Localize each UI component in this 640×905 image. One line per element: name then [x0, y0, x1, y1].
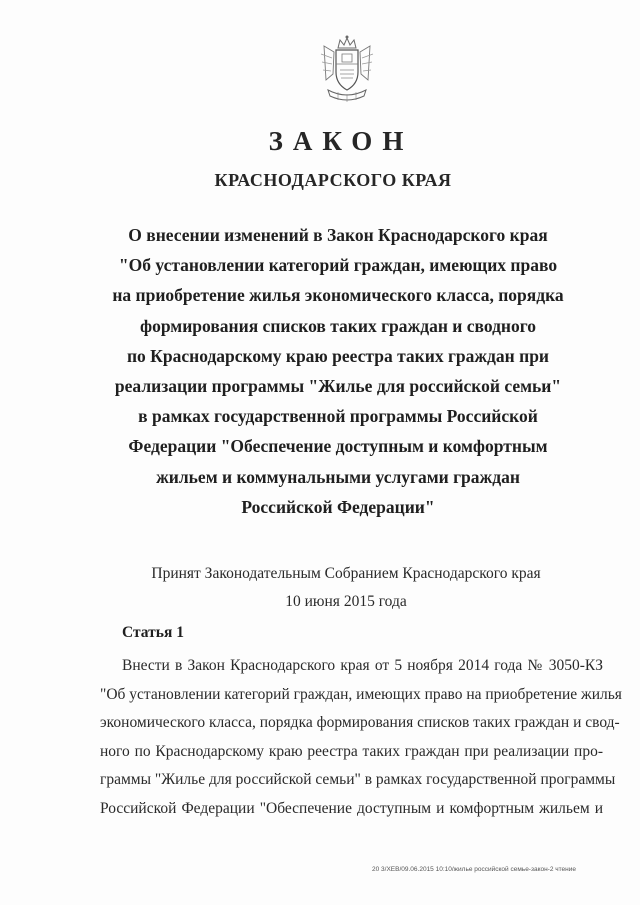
body-line: граммы "Жилье для российской семьи" в рамках государственной программы	[100, 771, 616, 788]
heading-line: О внесении изменений в Закон Краснодарского края	[128, 225, 548, 245]
document-heading	[0, 220, 640, 522]
article-body	[100, 652, 622, 823]
heading-line: "Об установлении категорий граждан, имеющих право	[118, 255, 558, 276]
adoption-body: Принят Законодательным Собранием Краснодарского края	[151, 565, 541, 582]
body-line: Российской Федерации "Обеспечение доступным и комфортным жильем и	[100, 799, 603, 817]
article-title: Статья 1	[122, 624, 184, 641]
body-line: "Об установлении категорий граждан, имеющих право на приобретение жилья	[100, 685, 622, 703]
body-line: ного по Краснодарскому краю реестра таких граждан при реализации про-	[100, 742, 603, 760]
heading-line: по Краснодарскому краю реестра таких граждан при	[126, 345, 550, 366]
heading-line: на приобретение жилья экономического класса, порядка	[112, 285, 564, 306]
footer-file-code: 20 3/ХЕВ/09.06.2015 10:10/жилье российской семье-закон-2 чтение	[372, 866, 577, 873]
adoption-date: 10 июня 2015 года	[285, 593, 407, 610]
law-title: ЗАКОН	[268, 126, 414, 156]
coat-of-arms-icon	[318, 34, 376, 106]
heading-line: Федерации "Обеспечение доступным и комфортным	[128, 436, 548, 457]
adoption-note	[0, 560, 640, 616]
law-region: КРАСНОДАРСКОГО КРАЯ	[214, 170, 452, 190]
heading-line: формирования списков таких граждан и сводного	[139, 315, 537, 336]
heading-line: реализации программы "Жилье для российской семьи"	[114, 376, 562, 397]
body-line: Внести в Закон Краснодарского края от 5 ноября 2014 года № 3050-КЗ	[122, 657, 603, 674]
heading-line: Российской Федерации"	[241, 496, 435, 517]
heading-line: в рамках государственной программы Российской	[138, 406, 538, 427]
body-line: экономического класса, порядка формирования списков таких граждан и свод-	[100, 714, 620, 731]
heading-line: жильем и коммунальными услугами граждан	[156, 466, 520, 487]
